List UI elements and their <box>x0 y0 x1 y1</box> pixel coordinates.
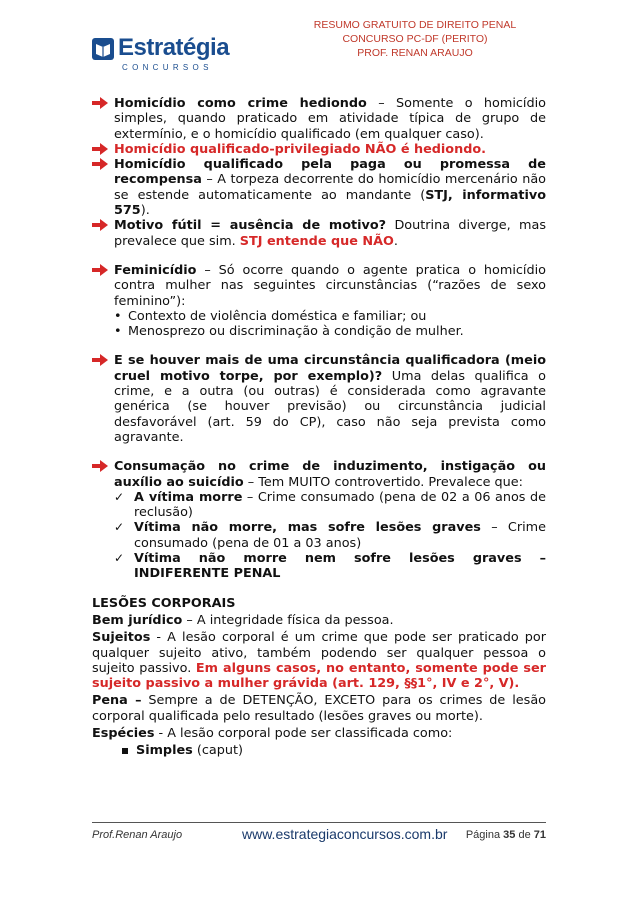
checkmark-icon: ✓ <box>114 551 125 566</box>
item-heading: Motivo fútil = ausência de motivo? <box>114 218 387 234</box>
item-text: – Tem MUITO controvertido. Prevalece que: <box>243 474 523 490</box>
paragraph: Espécies - A lesão corporal pode ser classificada como: <box>92 725 453 741</box>
footer-author: Prof.Renan Araujo <box>92 829 183 841</box>
paragraph: Sujeitos - A lesão corporal é um crime que pode ser praticado por qualquer sujeito ativo, também podendo ser qualquer pessoa o sujeito passivo. Em alguns casos, no entanto, somente pode ser sujeito passivo a mulher grávida (art. 129, §§1°, IV e 2°, V). <box>92 630 546 692</box>
item-text: – A torpeza decorrente do homicídio mercenário não se estende automaticamente ao mandante ( <box>114 172 546 203</box>
estrategia-logo <box>92 36 242 76</box>
square-bullet-icon <box>122 748 128 754</box>
item-highlight: STJ entende que NÃO <box>239 233 394 249</box>
red-arrow-icon <box>92 264 108 276</box>
paragraph: Pena – Sempre a de DETENÇÃO, EXCETO para os crimes de lesão corporal qualificada pelo resultado (lesões graves ou morte). <box>92 693 546 724</box>
item-heading: Feminicídio <box>114 262 197 278</box>
red-arrow-icon <box>92 158 108 170</box>
bullet-item: • Menosprezo ou discriminação à condição de mulher. <box>114 324 464 340</box>
list-item <box>92 218 546 249</box>
logo-subtitle: CONCURSOS <box>122 63 213 72</box>
item-heading: E se houver mais de uma circunstância qualificadora (meio cruel motivo torpe, por exemplo)? <box>114 353 546 384</box>
item-text: Doutrina diverge, mas prevalece que sim. <box>114 218 546 249</box>
red-arrow-icon <box>92 460 108 472</box>
page-content <box>92 96 546 759</box>
item-heading: Homicídio como crime hediondo <box>114 96 367 111</box>
header-line-3: PROF. RENAN ARAUJO <box>357 47 473 59</box>
header-line-1: RESUMO GRATUITO DE DIREITO PENAL <box>313 19 517 31</box>
check-item: ✓ A vítima morre – Crime consumado (pena de 02 a 06 anos de reclusão) <box>114 489 546 521</box>
item-heading: Homicídio qualificado pela paga ou promessa de recompensa <box>114 157 546 188</box>
page-footer <box>92 822 546 846</box>
item-heading: Consumação no crime de induzimento, instigação ou auxílio ao suicídio <box>114 459 546 490</box>
checkmark-icon: ✓ <box>114 489 125 504</box>
check-item: ✓ Vítima não morre nem sofre lesões graves – INDIFERENTE PENAL <box>114 551 546 582</box>
list-item <box>92 353 546 445</box>
red-arrow-icon <box>92 97 108 109</box>
footer-site-link[interactable]: www.estrategiaconcursos.com.br <box>242 826 448 842</box>
list-item <box>92 459 546 490</box>
section-title: LESÕES CORPORAIS <box>92 595 236 611</box>
item-heading: Homicídio qualificado-privilegiado NÃO é hediondo. <box>114 141 487 157</box>
item-citation: STJ, informativo 575 <box>114 187 546 219</box>
red-arrow-icon <box>92 219 108 231</box>
list-item <box>92 142 546 157</box>
square-bullet-item: Simples (caput) <box>92 743 546 758</box>
item-text: – Só ocorre quando o agente pratica o homicídio contra mulher nas seguintes circunstâncias (“razões de sexo feminino”): <box>114 262 546 309</box>
red-arrow-icon <box>92 354 108 366</box>
list-item <box>92 263 546 309</box>
list-item <box>92 157 546 218</box>
item-text: – Somente o homicídio simples, quando praticado em atividade típica de grupo de extermínio, e o homicídio qualificado (em qualquer caso). <box>114 96 546 142</box>
bullet-list <box>92 309 546 340</box>
paragraph: Bem jurídico – A integridade física da pessoa. <box>92 612 394 628</box>
red-arrow-icon <box>92 143 108 155</box>
item-text: . <box>393 233 398 249</box>
paragraph-highlight: Em alguns casos, no entanto, somente pode ser sujeito passivo a mulher grávida (art. 129, §§1°, IV e 2°, V). <box>92 660 546 692</box>
list-item <box>92 96 546 142</box>
item-text: ). <box>140 203 150 219</box>
check-item: ✓ Vítima não morre, mas sofre lesões graves – Crime consumado (pena de 01 a 03 anos) <box>114 520 547 551</box>
logo-wordmark: Estratégia <box>118 34 230 61</box>
checkmark-icon: ✓ <box>114 520 125 535</box>
item-text: Uma delas qualifica o crime, e a outra (ou outras) é considerada como agravante genérica (se houver previsão) ou circunstância judicial desfavorável (art. 59 do CP), caso não seja prevista como agravante. <box>114 368 546 445</box>
bullet-item: • Contexto de violência doméstica e familiar; ou <box>114 308 427 324</box>
header-line-2: CONCURSO PC-DF (PERITO) <box>342 33 488 45</box>
page-header <box>290 18 540 60</box>
footer-page-number: Página 35 de 71 <box>465 829 546 841</box>
logo-book-icon <box>92 38 114 60</box>
